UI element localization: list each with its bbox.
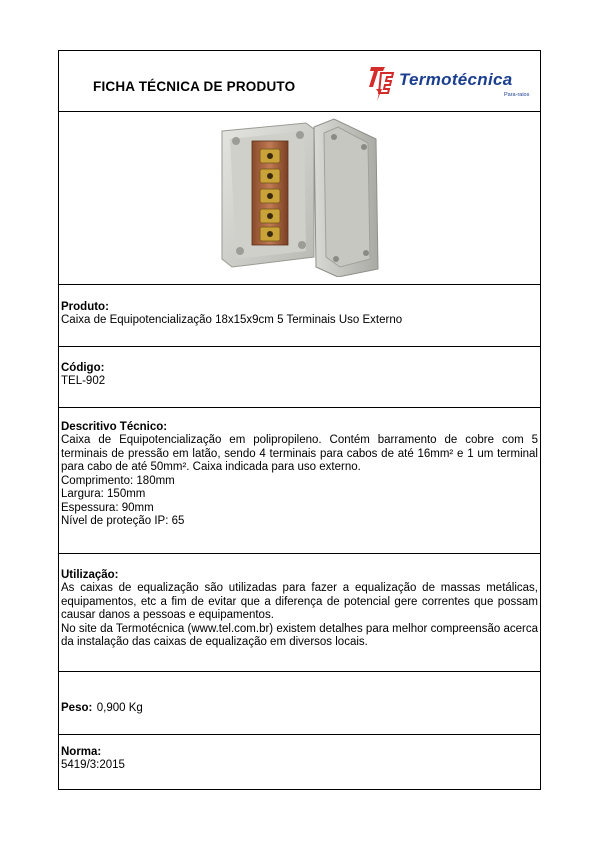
page-title: FICHA TÉCNICA DE PRODUTO xyxy=(93,79,296,94)
termotecnica-logo xyxy=(367,63,537,103)
logo-tagline: Para-raios xyxy=(504,92,530,98)
codigo-value: TEL-902 xyxy=(61,375,106,387)
utilizacao-paragraph-1: As caixas de equalização são utilizadas para fazer a equalização de massas metálicas, equipamentos, etc a fim de evitar que a diferença de potencial gere correntes que possam causar danos a pessoas e equipamentos. xyxy=(61,582,538,621)
spec-espessura: Espessura: 90mm xyxy=(61,501,154,514)
descritivo-paragraph: Caixa de Equipotencialização em polipropileno. Contém barramento de cobre com 5 terminais de pressão em latão, sendo 4 terminais para cabos de até 16mm² e 1 um terminal para cabo de até 50mm². Caixa indicada para uso externo. xyxy=(61,434,538,473)
divider xyxy=(59,671,540,672)
peso-label: Peso: xyxy=(61,702,93,714)
header xyxy=(59,51,540,112)
produto-section xyxy=(59,301,540,328)
norma-value: 5419/3:2015 xyxy=(61,759,125,771)
spec-comprimento: Comprimento: 180mm xyxy=(61,474,175,487)
norma-label: Norma: xyxy=(61,746,102,758)
produto-label: Produto: xyxy=(61,301,109,313)
datasheet xyxy=(58,50,541,790)
utilizacao-section xyxy=(59,569,540,650)
descritivo-label: Descritivo Técnico: xyxy=(61,421,168,433)
descritivo-section xyxy=(59,421,540,529)
divider xyxy=(59,284,540,285)
utilizacao-label: Utilização: xyxy=(61,569,119,581)
peso-section xyxy=(59,698,540,716)
utilizacao-paragraph-2: No site da Termotécnica (www.tel.com.br) existem detalhes para melhor compreensão acerca da instalação das caixas de equalização em diversos locais. xyxy=(61,622,538,648)
lightning-logo-icon xyxy=(367,63,397,103)
spec-protecao: Nível de proteção IP: 65 xyxy=(61,515,185,527)
product-photo xyxy=(214,117,384,277)
logo-wordmark: Termotécnica xyxy=(399,70,513,89)
produto-value: Caixa de Equipotencialização 18x15x9cm 5 Terminais Uso Externo xyxy=(61,314,403,326)
codigo-section xyxy=(59,362,540,389)
divider xyxy=(59,734,540,735)
peso-value: 0,900 Kg xyxy=(96,702,143,714)
divider xyxy=(59,553,540,554)
divider xyxy=(59,407,540,408)
norma-section xyxy=(59,746,540,773)
codigo-label: Código: xyxy=(61,362,105,374)
divider xyxy=(59,346,540,347)
spec-largura: Largura: 150mm xyxy=(61,488,146,500)
